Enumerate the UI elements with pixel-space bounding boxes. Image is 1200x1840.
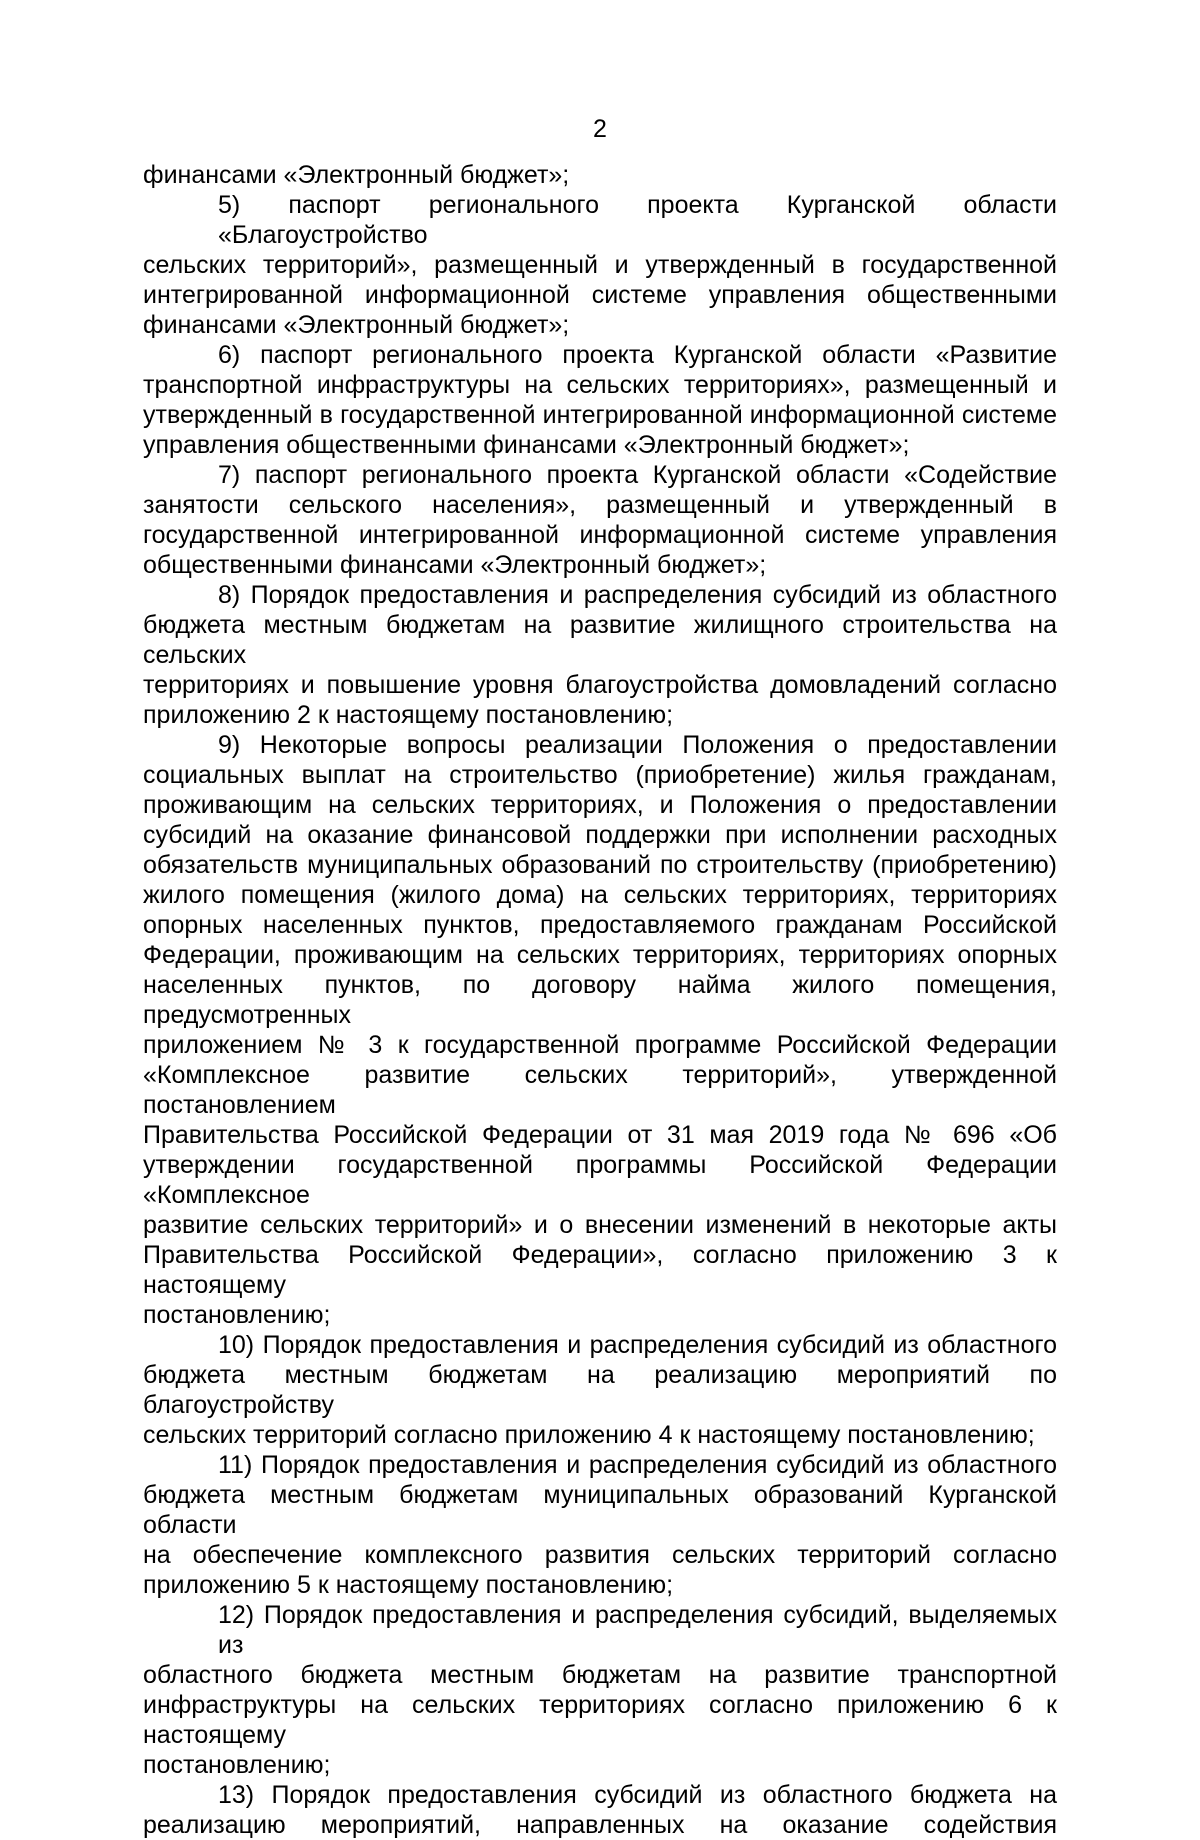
document-body: [143, 160, 1057, 1840]
text-line: на обеспечение комплексного развития сельских территорий согласно: [143, 1541, 1057, 1569]
text-line: утверждении государственной программы Российской Федерации «Комплексное: [143, 1151, 1057, 1209]
text-line: субсидий на оказание финансовой поддержки при исполнении расходных: [143, 821, 1057, 849]
text-line: государственной интегрированной информационной системе управления: [143, 521, 1057, 549]
text-line: опорных населенных пунктов, предоставляемого гражданам Российской: [143, 911, 1057, 939]
text-line: 5) паспорт регионального проекта Курганской области «Благоустройство: [218, 191, 1057, 249]
text-line: интегрированной информационной системе управления общественными: [143, 281, 1057, 309]
text-line: 10) Порядок предоставления и распределения субсидий из областного: [218, 1331, 1057, 1359]
text-line: реализацию мероприятий, направленных на оказание содействия: [143, 1811, 1057, 1839]
text-line: постановлению;: [143, 1301, 331, 1329]
text-line: 6) паспорт регионального проекта Курганской области «Развитие: [218, 341, 1057, 369]
text-line: «Комплексное развитие сельских территорий», утвержденной постановлением: [143, 1061, 1057, 1119]
text-line: управления общественными финансами «Электронный бюджет»;: [143, 431, 910, 459]
text-line: приложению 5 к настоящему постановлению;: [143, 1571, 674, 1599]
text-line: территориях и повышение уровня благоустройства домовладений согласно: [143, 671, 1057, 699]
text-line: социальных выплат на строительство (приобретение) жилья гражданам,: [143, 761, 1057, 789]
text-line: бюджета местным бюджетам муниципальных образований Курганской области: [143, 1481, 1057, 1539]
text-line: приложению 2 к настоящему постановлению;: [143, 701, 674, 729]
text-line: 7) паспорт регионального проекта Курганской области «Содействие: [218, 461, 1057, 489]
text-line: 8) Порядок предоставления и распределения субсидий из областного: [218, 581, 1057, 609]
text-line: Правительства Российской Федерации», согласно приложению 3 к настоящему: [143, 1241, 1057, 1299]
text-line: 11) Порядок предоставления и распределения субсидий из областного: [218, 1451, 1057, 1479]
text-line: 9) Некоторые вопросы реализации Положения о предоставлении: [218, 731, 1057, 759]
text-line: бюджета местным бюджетам на развитие жилищного строительства на сельских: [143, 611, 1057, 669]
text-line: 13) Порядок предоставления субсидий из областного бюджета на: [218, 1781, 1057, 1809]
text-line: приложением № 3 к государственной программе Российской Федерации: [143, 1031, 1057, 1059]
text-line: занятости сельского населения», размещенный и утвержденный в: [143, 491, 1057, 519]
text-line: сельских территорий», размещенный и утвержденный в государственной: [143, 251, 1057, 279]
text-line: бюджета местным бюджетам на реализацию мероприятий по благоустройству: [143, 1361, 1057, 1419]
text-line: Правительства Российской Федерации от 31 мая 2019 года № 696 «Об: [143, 1121, 1057, 1149]
text-line: областного бюджета местным бюджетам на развитие транспортной: [143, 1661, 1057, 1689]
text-line: инфраструктуры на сельских территориях согласно приложению 6 к настоящему: [143, 1691, 1057, 1749]
text-line: финансами «Электронный бюджет»;: [143, 311, 570, 339]
text-line: транспортной инфраструктуры на сельских территориях», размещенный и: [143, 371, 1057, 399]
text-line: сельских территорий согласно приложению 4 к настоящему постановлению;: [143, 1421, 1035, 1449]
text-line: финансами «Электронный бюджет»;: [143, 161, 570, 189]
text-line: жилого помещения (жилого дома) на сельских территориях, территориях: [143, 881, 1057, 909]
text-line: Федерации, проживающим на сельских территориях, территориях опорных: [143, 941, 1057, 969]
text-line: общественными финансами «Электронный бюджет»;: [143, 551, 767, 579]
text-line: обязательств муниципальных образований по строительству (приобретению): [143, 851, 1057, 879]
text-line: проживающим на сельских территориях, и Положения о предоставлении: [143, 791, 1057, 819]
text-line: развитие сельских территорий» и о внесении изменений в некоторые акты: [143, 1211, 1057, 1239]
text-line: постановлению;: [143, 1751, 331, 1779]
text-line: 12) Порядок предоставления и распределения субсидий, выделяемых из: [218, 1601, 1057, 1659]
page-number: 2: [593, 115, 607, 143]
text-line: утвержденный в государственной интегрированной информационной системе: [143, 401, 1057, 429]
text-line: населенных пунктов, по договору найма жилого помещения, предусмотренных: [143, 971, 1057, 1029]
